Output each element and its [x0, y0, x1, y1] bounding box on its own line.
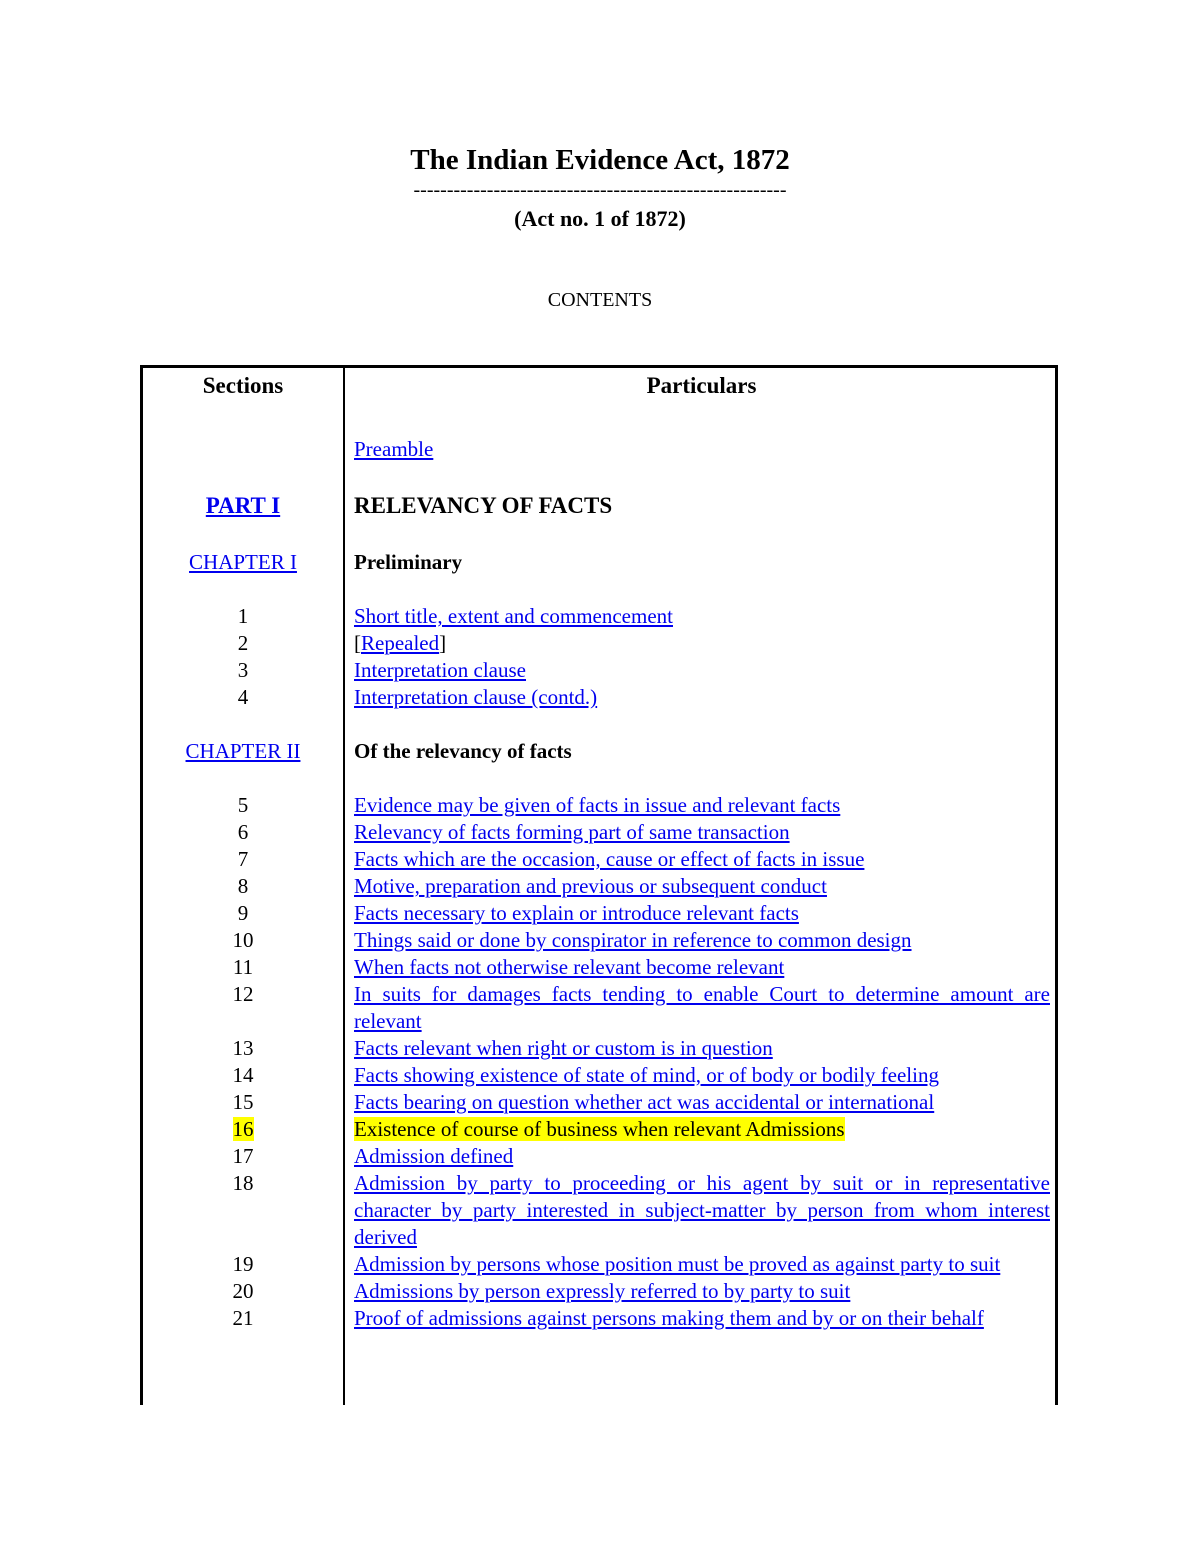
section-number: 18 — [232, 1171, 254, 1195]
section-link[interactable]: Repealed — [361, 631, 440, 655]
section-number: 15 — [232, 1090, 254, 1114]
section-link[interactable]: Proof of admissions against persons making them and by or on their behalf — [354, 1306, 984, 1330]
part-title: RELEVANCY OF FACTS — [354, 493, 613, 518]
section-link[interactable]: Evidence may be given of facts in issue and relevant facts — [354, 793, 841, 817]
section-number: 8 — [237, 874, 249, 898]
section-link[interactable]: Admission by party to proceeding or his agent by suit or in representative character by party interested in subject-matter by person from whom interest derived — [354, 1171, 1050, 1249]
section-title-cell — [354, 1062, 1050, 1089]
column-divider — [343, 365, 345, 1405]
chapter-ii-cell — [143, 738, 343, 765]
section-number: 17 — [232, 1144, 254, 1168]
preamble-link[interactable]: Preamble — [354, 437, 434, 461]
section-link[interactable]: Admissions by person expressly referred to by party to suit — [354, 1279, 851, 1303]
bracket-close: ] — [439, 631, 447, 655]
section-number: 2 — [237, 631, 249, 655]
section-number: 7 — [237, 847, 249, 871]
document-title: The Indian Evidence Act, 1872 — [410, 144, 790, 176]
section-title-cell — [354, 792, 1050, 819]
section-title-cell — [354, 927, 1050, 954]
section-number: 12 — [232, 982, 254, 1006]
section-title-cell — [354, 981, 1050, 1035]
section-number: 14 — [232, 1063, 254, 1087]
title-rule: -------------------------------------------------------- — [413, 179, 787, 201]
preamble-cell — [354, 436, 1050, 463]
section-link[interactable]: Relevancy of facts forming part of same transaction — [354, 820, 790, 844]
section-title-cell — [354, 1035, 1050, 1062]
chapter-i-title: Preliminary — [354, 550, 463, 574]
section-title-cell — [354, 819, 1050, 846]
chapter-i-cell — [143, 549, 343, 576]
section-link[interactable]: Facts showing existence of state of mind, or of body or bodily feeling — [354, 1063, 939, 1087]
section-number: 9 — [237, 901, 249, 925]
particulars-header: Particulars — [646, 373, 757, 398]
section-link[interactable]: Interpretation clause (contd.) — [354, 685, 598, 709]
highlighted-section-title: Existence of course of business when relevant Admissions — [354, 1117, 845, 1141]
section-title-cell — [354, 1305, 1050, 1332]
section-link[interactable]: In suits for damages facts tending to enable Court to determine amount are relevant — [354, 982, 1050, 1033]
section-title-cell — [354, 630, 1050, 657]
section-link[interactable]: Admission by persons whose position must be proved as against party to suit — [354, 1252, 1001, 1276]
section-number: 19 — [232, 1252, 254, 1276]
section-number: 1 — [237, 604, 249, 628]
section-link[interactable]: Things said or done by conspirator in reference to common design — [354, 928, 912, 952]
section-number: 10 — [232, 928, 254, 952]
section-link[interactable]: Facts necessary to explain or introduce relevant facts — [354, 901, 799, 925]
chapter-ii-link[interactable]: CHAPTER II — [185, 739, 301, 763]
section-title-cell — [354, 684, 1050, 711]
section-link[interactable]: Facts bearing on question whether act was accidental or international — [354, 1090, 935, 1114]
section-title-cell — [354, 603, 1050, 630]
section-link[interactable]: Interpretation clause — [354, 658, 526, 682]
section-number: 4 — [237, 685, 249, 709]
section-title-cell — [354, 1278, 1050, 1305]
section-title-cell — [354, 1089, 1050, 1116]
section-number: 16 — [232, 1117, 254, 1141]
chapter-i-link[interactable]: CHAPTER I — [189, 550, 297, 574]
section-title-cell — [354, 900, 1050, 927]
section-title-cell — [354, 1170, 1050, 1251]
section-number: 5 — [237, 793, 249, 817]
section-title-cell — [354, 954, 1050, 981]
section-number: 13 — [232, 1036, 254, 1060]
section-title-cell — [354, 1251, 1050, 1278]
section-title-cell — [354, 1116, 1050, 1143]
section-title-cell — [354, 846, 1050, 873]
section-number: 3 — [237, 658, 249, 682]
section-link[interactable]: Motive, preparation and previous or subsequent conduct — [354, 874, 827, 898]
section-title-cell — [354, 1143, 1050, 1170]
section-link[interactable]: Short title, extent and commencement — [354, 604, 673, 628]
contents-heading: CONTENTS — [547, 289, 653, 311]
chapter-ii-title: Of the relevancy of facts — [354, 739, 572, 763]
section-number: 20 — [232, 1279, 254, 1303]
part-cell — [143, 492, 343, 520]
section-link[interactable]: Facts relevant when right or custom is in question — [354, 1036, 773, 1060]
section-link[interactable]: When facts not otherwise relevant become relevant — [354, 955, 785, 979]
section-title-cell — [354, 657, 1050, 684]
section-number: 11 — [232, 955, 254, 979]
section-link[interactable]: Admission defined — [354, 1144, 514, 1168]
section-number: 21 — [232, 1306, 254, 1330]
section-number: 6 — [237, 820, 249, 844]
bracket-open: [ — [354, 631, 361, 655]
act-number: (Act no. 1 of 1872) — [514, 206, 686, 231]
part-i-link[interactable]: PART I — [205, 493, 281, 518]
section-link[interactable]: Facts which are the occasion, cause or effect of facts in issue — [354, 847, 865, 871]
sections-header: Sections — [202, 373, 284, 398]
section-title-cell — [354, 873, 1050, 900]
